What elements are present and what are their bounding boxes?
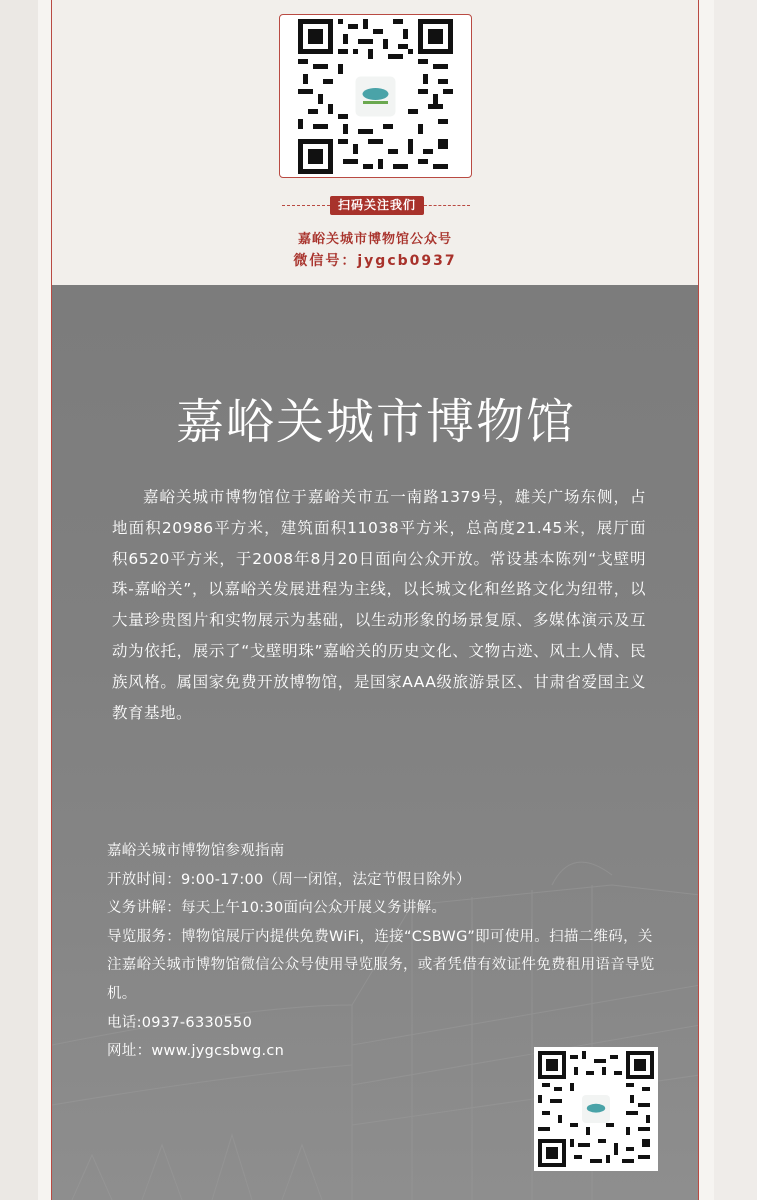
page-margin-right: [714, 0, 757, 1200]
guide-qr-frame[interactable]: [534, 1047, 658, 1171]
wechat-id: 微信号：jygcb0937: [293, 253, 457, 269]
website-link[interactable]: 网址：www.jygcsbwg.cn: [107, 1043, 285, 1060]
page-margin-left: [0, 0, 38, 1200]
divider-left: [282, 205, 330, 206]
frame-strip-right: [699, 0, 714, 1200]
free-lecture: 义务讲解：每天上午10:30面向公众开展义务讲解。: [107, 900, 447, 917]
guide-heading: 嘉峪关城市博物馆参观指南: [107, 843, 285, 859]
qr-code-frame[interactable]: [279, 14, 472, 178]
visit-guide: [107, 837, 667, 1066]
museum-intro-paragraph: 嘉峪关城市博物馆位于嘉峪关市五一南路1379号，雄关广场东侧，占地面积20986平方米，建筑面积11038平方米，总高度21.45米，展厅面积6520平方米，于2008年8月20日面向公众开放。常设基本陈列“戈壁明珠-嘉峪关”，以嘉峪关发展进程为主线，以长城文化和丝路文化为纽带，以大量珍贵图片和实物展示为基础，以生动形象的场景复原、多媒体演示及互动为依托，展示了“戈壁明珠”嘉峪关的历史文化、文物古迹、风土人情、民族风格。属国家免费开放博物馆，是国家AAA级旅游景区、甘肃省爱国主义教育基地。: [112, 488, 646, 722]
guide-qr-code-icon[interactable]: [538, 1051, 654, 1167]
divider-right: [424, 205, 470, 206]
opening-hours: 开放时间：9:00-17:00（周一闭馆，法定节假日除外）: [107, 871, 471, 888]
follow-us-badge: 扫码关注我们: [330, 196, 424, 215]
qr-code-icon[interactable]: [298, 19, 453, 174]
museum-title: 嘉峪关城市博物馆: [175, 394, 576, 450]
tour-service: 导览服务：博物馆展厅内提供免费WiFi，连接“CSBWG”即可使用。扫描二维码，关注嘉峪关城市博物馆微信公众号使用导览服务，或者凭借有效证件免费租用语音导览机。: [107, 928, 655, 1002]
museum-card: [51, 0, 699, 1200]
phone-number: 电话:0937-6330550: [107, 1014, 253, 1031]
frame-strip-left: [38, 0, 51, 1200]
museum-info-panel: [52, 285, 699, 1200]
account-name: 嘉峪关城市博物馆公众号: [297, 232, 452, 247]
